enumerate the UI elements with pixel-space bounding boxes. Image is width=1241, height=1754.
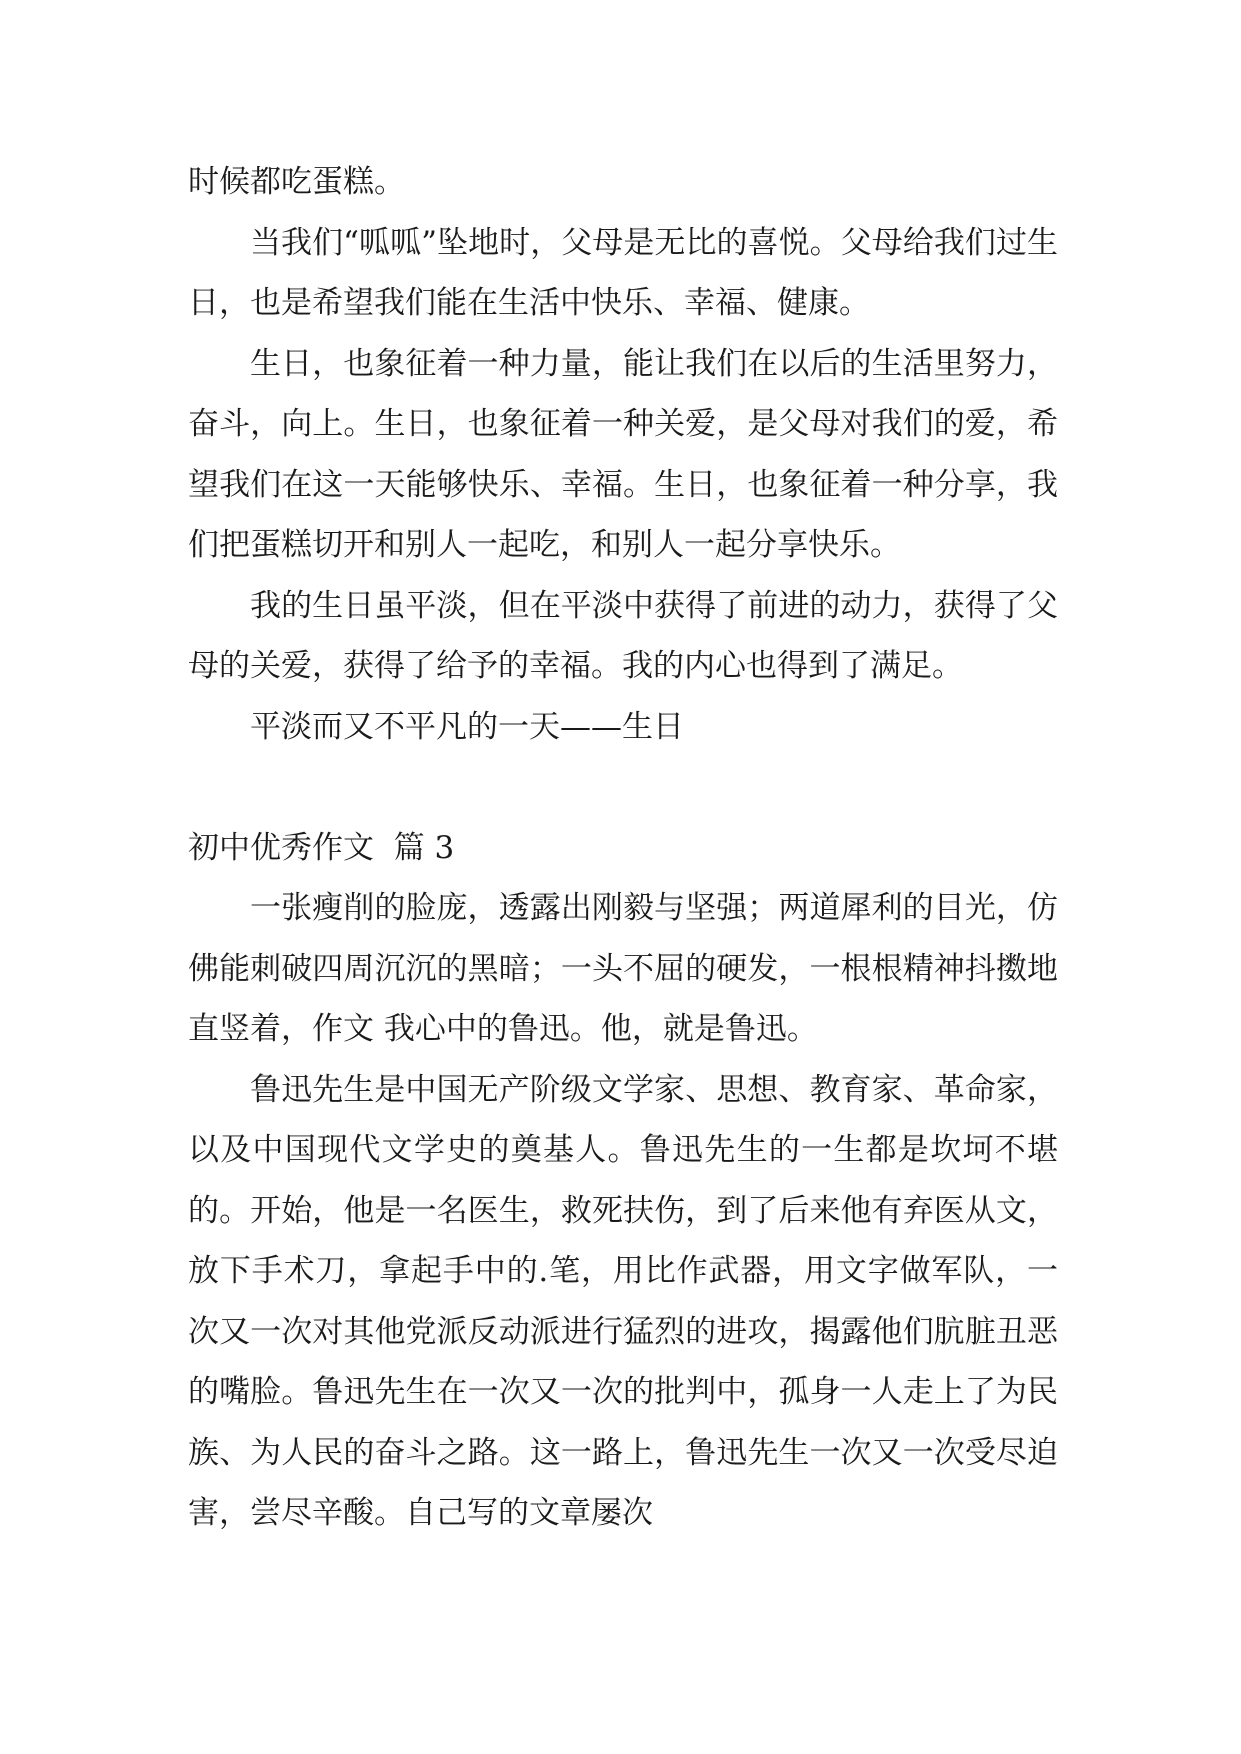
paragraph-birthday-meaning: 生日，也象征着一种力量，能让我们在以后的生活里努力，奋斗，向上。生日，也象征着一种关爱，是父母对我们的爱，希望我们在这一天能够快乐、幸福。生日，也象征着一种分享，我们把蛋糕切开和别人一起吃，和别人一起分享快乐。 [188,345,1058,563]
section-spacer [188,757,1058,818]
paragraph-luxun-portrait: 一张瘦削的脸庞，透露出刚毅与坚强；两道犀利的目光，仿佛能刺破四周沉沉的黑暗；一头不屈的硬发，一根根精神抖擞地直竖着，作文 我心中的鲁迅。他，就是鲁迅。 [188,890,1058,1047]
paragraph-luxun-life: 鲁迅先生是中国无产阶级文学家、思想、教育家、革命家，以及中国现代文学史的奠基人。鲁迅先生的一生都是坎坷不堪的。开始，他是一名医生，救死扶伤，到了后来他有弃医从文，放下手术刀，拿起手中的.笔，用比作武器，用文字做军队，一次又一次对其他党派反动派进行猛烈的进攻，揭露他们肮脏丑恶的嘴脸。鲁迅先生在一次又一次的批判中，孤身一人走上了为民族、为人民的奋斗之路。这一路上，鲁迅先生一次又一次受尽迫害，尝尽辛酸。自己写的文章屡次 [188,1071,1058,1531]
section-heading: 初中优秀作文 篇 3 [188,829,455,866]
paragraph-continuation: 时候都吃蛋糕。 [188,164,405,200]
paragraph-birthday-conclusion: 我的生日虽平淡，但在平淡中获得了前进的动力，获得了父母的关爱，获得了给予的幸福。我的内心也得到了满足。 [188,587,1058,684]
paragraph-birth-joy: 当我们“呱呱”坠地时，父母是无比的喜悦。父母给我们过生日，也是希望我们能在生活中快乐、幸福、健康。 [188,224,1058,321]
paragraph-essay-closing-title: 平淡而又不平凡的一天——生日 [250,708,684,745]
document-body [188,152,1058,1544]
